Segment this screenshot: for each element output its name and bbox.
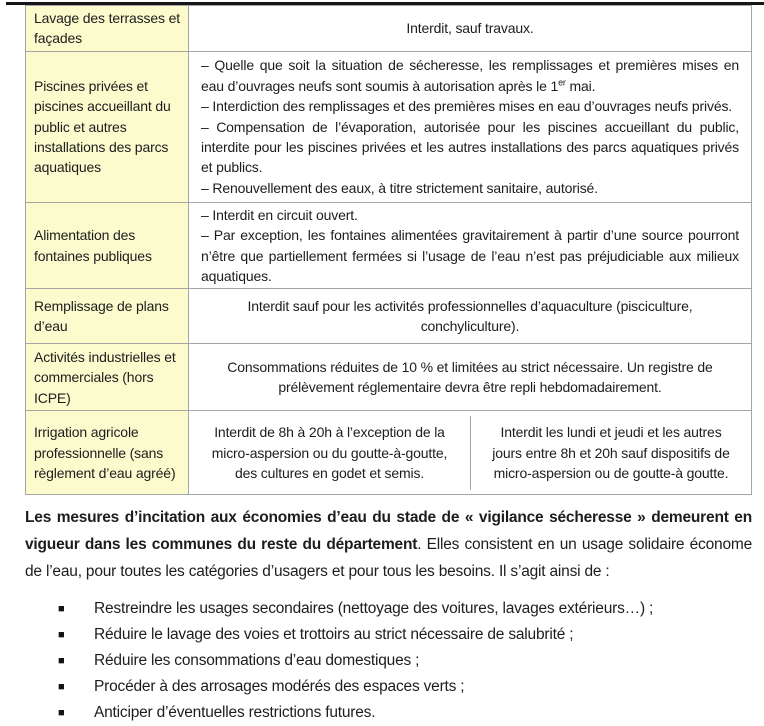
intro-regular-text: . Elles consistent en un usage solidaire économe de l’eau, pour toutes les catégories d’usagers et pour tous les besoins. Il s’agit ainsi de :: [25, 535, 752, 580]
superscript-er: er: [558, 77, 566, 88]
row-content: Interdit, sauf travaux.: [406, 20, 534, 37]
row-label: Piscines privées et piscines accueillant du public et autres installations des parcs aquatiques: [34, 77, 171, 176]
intro-bold-text: Les mesures d’incitation aux économies d’eau du stade de « vigilance sécheresse » demeurent en vigueur dans les communes du reste du département: [25, 508, 752, 553]
row-content-cell: [189, 202, 752, 289]
dash-paragraph-text: mai.: [565, 77, 596, 94]
list-item-text: Réduire les consommations d’eau domestiques ;: [94, 652, 420, 669]
row-label: Lavage des terrasses et façades: [34, 10, 180, 47]
square-bullet-icon: ■: [58, 603, 65, 615]
dash-paragraph: – Interdit en circuit ouvert.: [201, 206, 358, 223]
table-row: [26, 51, 752, 202]
table-row: [26, 6, 752, 52]
intro-paragraph: [25, 504, 752, 585]
split-cell-right: [470, 416, 751, 489]
table-row: [26, 289, 752, 344]
list-item-text: Restreindre les usages secondaires (nettoyage des voitures, lavages extérieurs…) ;: [94, 600, 654, 617]
table-row: [26, 344, 752, 411]
dash-paragraph: – Interdiction des remplissages et des premières mises en eau d’ouvrages neufs privés.: [201, 98, 733, 115]
list-item: [58, 648, 738, 674]
row-label-cell: [26, 411, 189, 495]
row-content-cell: [189, 6, 752, 52]
row-label-cell: [26, 344, 189, 411]
dash-paragraph: – Compensation de l’évaporation, autorisée pour les piscines accueillant du public, interdite pour les piscines privées et les autres installations des parcs aquatiques privés et publics.: [201, 118, 739, 176]
restrictions-table: [25, 5, 752, 495]
row-content: Interdit les lundi et jeudi et les autres jours entre 8h et 20h sauf dispositifs de micro-aspersion ou de goutte-à goutte.: [492, 424, 730, 482]
square-bullet-icon: ■: [58, 681, 65, 693]
dash-paragraph: [201, 55, 739, 96]
row-label: Activités industrielles et commerciales (hors ICPE): [34, 348, 176, 406]
table-row: [26, 411, 752, 495]
split-content: [189, 416, 751, 489]
row-content-cell: [189, 411, 752, 495]
dash-paragraph: – Renouvellement des eaux, à titre strictement sanitaire, autorisé.: [201, 179, 598, 196]
list-item: [58, 622, 738, 648]
row-content-cell: [189, 289, 752, 344]
measures-bullet-list: [58, 596, 738, 726]
table-row: [26, 202, 752, 289]
list-item: [58, 700, 738, 726]
square-bullet-icon: ■: [58, 629, 65, 641]
row-content-cell: [189, 51, 752, 202]
row-label: Irrigation agricole professionnelle (sans règlement d’eau agréé): [34, 424, 176, 482]
row-label-cell: [26, 6, 189, 52]
row-content: Interdit sauf pour les activités professionnelles d’aquaculture (pisciculture, conchyliculture).: [247, 298, 693, 335]
square-bullet-icon: ■: [58, 707, 65, 719]
square-bullet-icon: ■: [58, 655, 65, 667]
row-label-cell: [26, 51, 189, 202]
row-label-cell: [26, 289, 189, 344]
row-label-cell: [26, 202, 189, 289]
row-label: Alimentation des fontaines publiques: [34, 227, 152, 264]
split-cell-left: [189, 416, 470, 489]
list-item-text: Anticiper d’éventuelles restrictions futures.: [94, 704, 376, 721]
row-label: Remplissage de plans d’eau: [34, 298, 169, 335]
list-item: [58, 596, 738, 622]
row-content: Interdit de 8h à 20h à l’exception de la micro-aspersion ou du goutte-à-goutte, des cultures en godet et semis.: [211, 424, 448, 482]
row-content: Consommations réduites de 10 % et limitées au strict nécessaire. Un registre de prélèvement réglementaire devra être repli hebdomadairement.: [227, 359, 713, 396]
dash-paragraph: – Par exception, les fontaines alimentées gravitairement à partir d’une source pourront n’être que partiellement fermées si l’usage de l’eau n’est pas préjudiciable aux milieux aquatiques.: [201, 227, 739, 285]
list-item-text: Réduire le lavage des voies et trottoirs au strict nécessaire de salubrité ;: [94, 626, 574, 643]
dash-paragraph-text: – Quelle que soit la situation de sécheresse, les remplissages et premières mises en eau d’ouvrages neufs sont soumis à autorisation après le 1: [201, 57, 739, 94]
list-item-text: Procéder à des arrosages modérés des espaces verts ;: [94, 678, 465, 695]
row-content-cell: [189, 344, 752, 411]
list-item: [58, 674, 738, 700]
